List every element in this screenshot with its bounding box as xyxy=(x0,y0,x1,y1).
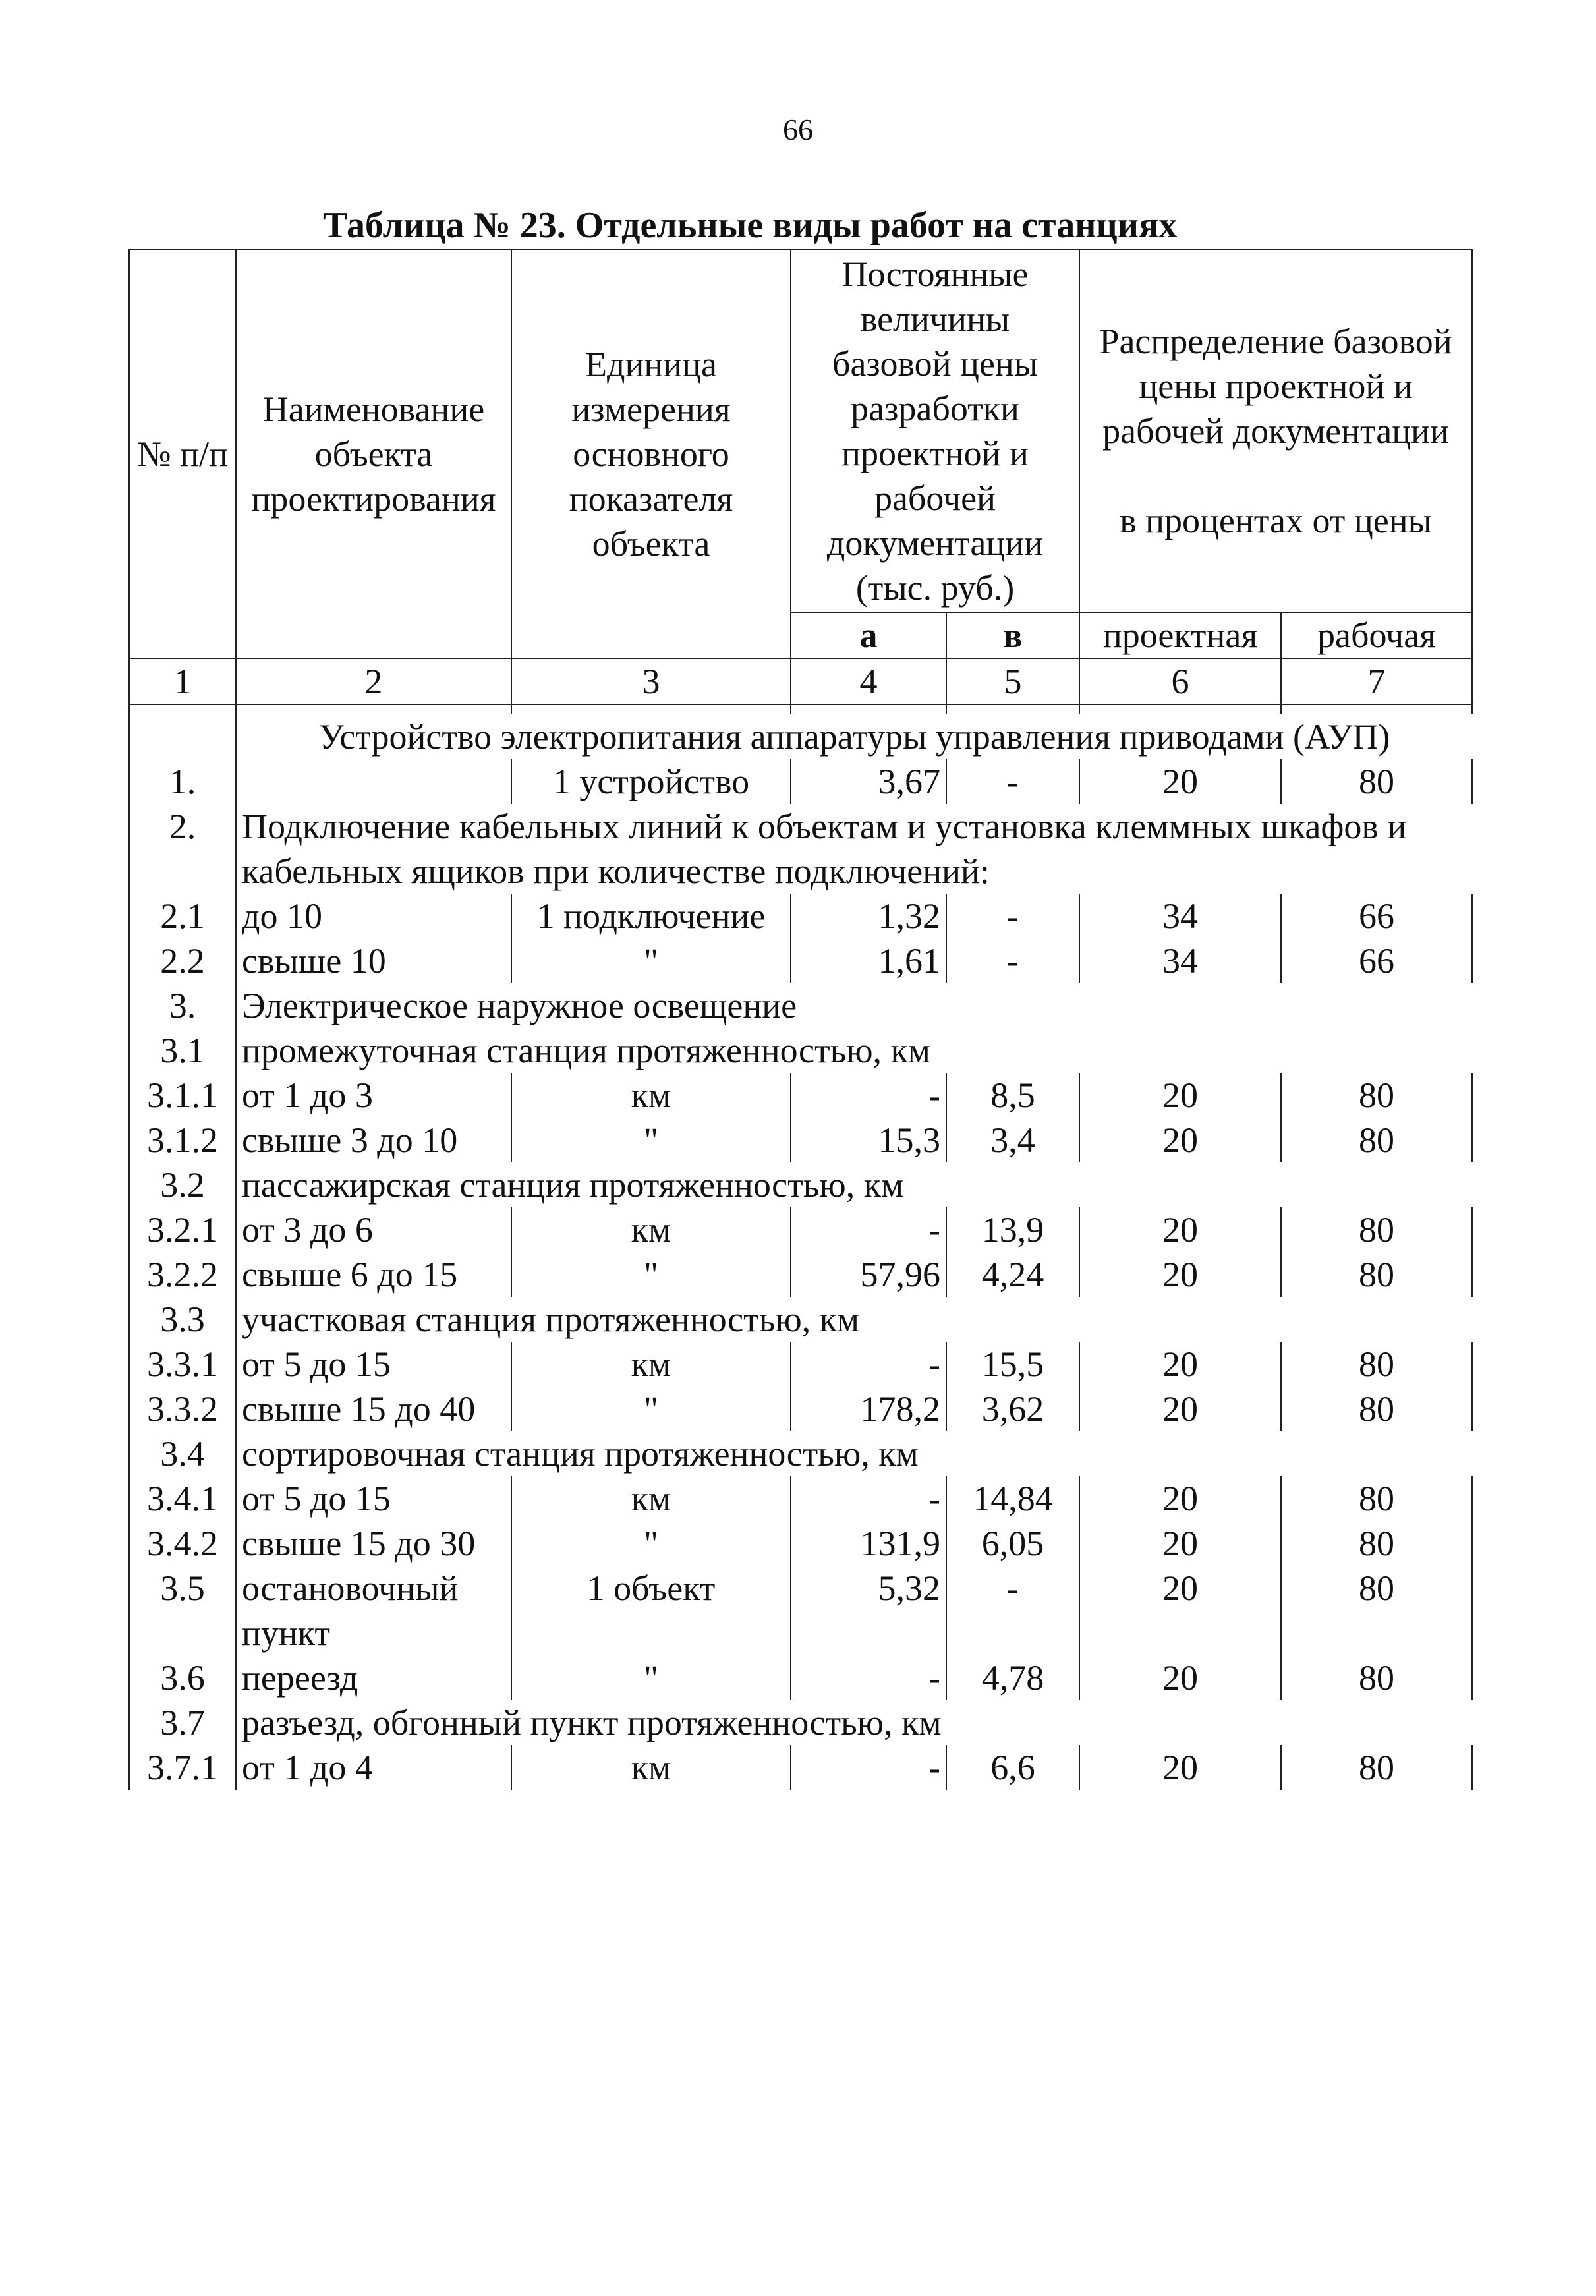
working-percent: 80 xyxy=(1281,1118,1472,1162)
value-b: 6,05 xyxy=(946,1521,1079,1566)
unit-cell: км xyxy=(511,1207,791,1252)
row-number: 3.7 xyxy=(129,1700,236,1745)
table-row xyxy=(129,1476,1472,1521)
value-a: - xyxy=(791,1073,946,1118)
object-name: от 1 до 4 xyxy=(236,1745,511,1790)
header-sub-design: проектная xyxy=(1079,612,1281,658)
row-number: 3.4 xyxy=(129,1431,236,1476)
object-name: свыше 10 xyxy=(236,938,511,983)
working-percent: 80 xyxy=(1281,1252,1472,1297)
design-percent: 20 xyxy=(1079,1566,1281,1655)
object-name: от 5 до 15 xyxy=(236,1476,511,1521)
header-sub-a: а xyxy=(791,612,946,658)
value-b: - xyxy=(946,1566,1079,1655)
row-number: 2.1 xyxy=(129,894,236,938)
header-unit: Единица измерения основного показателя объекта xyxy=(511,250,791,658)
section-title: участковая станция протяженностью, км xyxy=(236,1297,1472,1342)
unit-cell: " xyxy=(511,1252,791,1297)
design-percent: 20 xyxy=(1079,1476,1281,1521)
object-name: свыше 3 до 10 xyxy=(236,1118,511,1162)
column-number: 7 xyxy=(1281,658,1472,704)
row-number: 3.2.2 xyxy=(129,1252,236,1297)
value-b: - xyxy=(946,759,1079,804)
object-name: от 5 до 15 xyxy=(236,1342,511,1387)
value-a: 5,32 xyxy=(791,1566,946,1655)
object-name: свыше 15 до 40 xyxy=(236,1387,511,1431)
table-row xyxy=(129,1073,1472,1118)
section-row xyxy=(129,1028,1472,1073)
section-title: Электрическое наружное освещение xyxy=(236,983,1472,1028)
table-row xyxy=(129,1252,1472,1297)
page-number: 66 xyxy=(783,113,813,146)
header-sub-b: в xyxy=(946,612,1079,658)
design-percent: 20 xyxy=(1079,1073,1281,1118)
value-b: 3,4 xyxy=(946,1118,1079,1162)
column-number: 1 xyxy=(129,658,236,704)
row-number: 3.3.1 xyxy=(129,1342,236,1387)
unit-cell: " xyxy=(511,1521,791,1566)
value-b: - xyxy=(946,938,1079,983)
design-percent: 20 xyxy=(1079,759,1281,804)
working-percent: 80 xyxy=(1281,1655,1472,1700)
value-a: 131,9 xyxy=(791,1521,946,1566)
value-a: 178,2 xyxy=(791,1387,946,1431)
section-row xyxy=(129,1162,1472,1207)
table-row xyxy=(129,894,1472,938)
design-percent: 20 xyxy=(1079,1342,1281,1387)
value-a: - xyxy=(791,1207,946,1252)
section-title: промежуточная станция протяженностью, км xyxy=(236,1028,1472,1073)
section-row xyxy=(129,804,1472,894)
unit-cell: " xyxy=(511,1118,791,1162)
row-number: 2. xyxy=(129,804,236,894)
row-number: 2.2 xyxy=(129,938,236,983)
working-percent: 80 xyxy=(1281,759,1472,804)
value-b: 8,5 xyxy=(946,1073,1079,1118)
table-row xyxy=(129,1207,1472,1252)
column-number: 6 xyxy=(1079,658,1281,704)
object-name: переезд xyxy=(236,1655,511,1700)
value-a: - xyxy=(791,1476,946,1521)
row-number: 3.6 xyxy=(129,1655,236,1700)
column-number: 3 xyxy=(511,658,791,704)
value-a: - xyxy=(791,1342,946,1387)
design-percent: 20 xyxy=(1079,1521,1281,1566)
column-number: 5 xyxy=(946,658,1079,704)
value-a: 1,32 xyxy=(791,894,946,938)
table-row xyxy=(129,1521,1472,1566)
row-number: 3.4.1 xyxy=(129,1476,236,1521)
value-b: 6,6 xyxy=(946,1745,1079,1790)
table-row xyxy=(129,1566,1472,1655)
row-number xyxy=(129,714,236,759)
design-percent: 20 xyxy=(1079,1252,1281,1297)
row-number: 3.7.1 xyxy=(129,1745,236,1790)
column-number: 4 xyxy=(791,658,946,704)
row-number: 1. xyxy=(129,759,236,804)
header-number: № п/п xyxy=(129,250,236,658)
section-row xyxy=(129,1700,1472,1745)
unit-cell: " xyxy=(511,938,791,983)
value-b: 13,9 xyxy=(946,1207,1079,1252)
row-number: 3.2 xyxy=(129,1162,236,1207)
section-row xyxy=(129,714,1472,759)
working-percent: 80 xyxy=(1281,1521,1472,1566)
value-b: - xyxy=(946,894,1079,938)
section-title: сортировочная станция протяженностью, км xyxy=(236,1431,1472,1476)
object-name xyxy=(236,759,511,804)
header-distribution-title: Распределение базовой цены проектной и рабочей документации xyxy=(1099,322,1452,451)
row-number: 3.3 xyxy=(129,1297,236,1342)
working-percent: 80 xyxy=(1281,1207,1472,1252)
unit-cell: 1 подключение xyxy=(511,894,791,938)
working-percent: 80 xyxy=(1281,1342,1472,1387)
unit-cell: км xyxy=(511,1745,791,1790)
working-percent: 66 xyxy=(1281,894,1472,938)
object-name: от 3 до 6 xyxy=(236,1207,511,1252)
value-b: 15,5 xyxy=(946,1342,1079,1387)
table-row xyxy=(129,1745,1472,1790)
unit-cell: км xyxy=(511,1476,791,1521)
design-percent: 20 xyxy=(1079,1207,1281,1252)
section-title: разъезд, обгонный пункт протяженностью, км xyxy=(236,1700,1472,1745)
header-distribution xyxy=(1079,250,1472,612)
table-row xyxy=(129,1342,1472,1387)
row-number: 3. xyxy=(129,983,236,1028)
design-percent: 20 xyxy=(1079,1655,1281,1700)
row-number: 3.1 xyxy=(129,1028,236,1073)
table-row xyxy=(129,759,1472,804)
row-number: 3.1.2 xyxy=(129,1118,236,1162)
value-a: 15,3 xyxy=(791,1118,946,1162)
unit-cell: км xyxy=(511,1073,791,1118)
column-numbers-row xyxy=(129,658,1472,704)
value-a: 1,61 xyxy=(791,938,946,983)
table-row xyxy=(129,1118,1472,1162)
design-percent: 20 xyxy=(1079,1387,1281,1431)
unit-cell: " xyxy=(511,1387,791,1431)
table-row xyxy=(129,1387,1472,1431)
design-percent: 34 xyxy=(1079,894,1281,938)
section-row xyxy=(129,1297,1472,1342)
section-row xyxy=(129,1431,1472,1476)
value-b: 3,62 xyxy=(946,1387,1079,1431)
value-b: 4,78 xyxy=(946,1655,1079,1700)
object-name: остановочный пункт xyxy=(236,1566,511,1655)
unit-cell: " xyxy=(511,1655,791,1700)
table-row xyxy=(129,938,1472,983)
section-row xyxy=(129,983,1472,1028)
value-a: 3,67 xyxy=(791,759,946,804)
section-title: Устройство электропитания аппаратуры управления приводами (АУП) xyxy=(236,714,1472,759)
header-sub-working: рабочая xyxy=(1281,612,1472,658)
header-distribution-percent: в процентах от цены xyxy=(1120,501,1432,540)
header-base-price: Постоянные величины базовой цены разработки проектной и рабочей документации (тыс. руб.) xyxy=(791,250,1079,612)
section-title: пассажирская станция протяженностью, км xyxy=(236,1162,1472,1207)
unit-cell: 1 устройство xyxy=(511,759,791,804)
working-percent: 66 xyxy=(1281,938,1472,983)
design-percent: 34 xyxy=(1079,938,1281,983)
row-number: 3.2.1 xyxy=(129,1207,236,1252)
working-percent: 80 xyxy=(1281,1566,1472,1655)
row-number: 3.1.1 xyxy=(129,1073,236,1118)
object-name: свыше 15 до 30 xyxy=(236,1521,511,1566)
unit-cell: км xyxy=(511,1342,791,1387)
row-number: 3.5 xyxy=(129,1566,236,1655)
unit-cell: 1 объект xyxy=(511,1566,791,1655)
value-a: - xyxy=(791,1655,946,1700)
object-name: до 10 xyxy=(236,894,511,938)
rates-table xyxy=(128,249,1473,1790)
object-name: от 1 до 3 xyxy=(236,1073,511,1118)
row-number: 3.3.2 xyxy=(129,1387,236,1431)
design-percent: 20 xyxy=(1079,1118,1281,1162)
header-object-name: Наименование объекта проектирования xyxy=(236,250,511,658)
section-title: Подключение кабельных линий к объектам и установка клеммных шкафов и кабельных ящиков при количестве подключений: xyxy=(236,804,1472,894)
object-name: свыше 6 до 15 xyxy=(236,1252,511,1297)
value-a: 57,96 xyxy=(791,1252,946,1297)
value-b: 4,24 xyxy=(946,1252,1079,1297)
working-percent: 80 xyxy=(1281,1073,1472,1118)
working-percent: 80 xyxy=(1281,1745,1472,1790)
value-a: - xyxy=(791,1745,946,1790)
row-number: 3.4.2 xyxy=(129,1521,236,1566)
table-row xyxy=(129,1655,1472,1700)
column-number: 2 xyxy=(236,658,511,704)
working-percent: 80 xyxy=(1281,1476,1472,1521)
value-b: 14,84 xyxy=(946,1476,1079,1521)
table-title: Таблица № 23. Отдельные виды работ на станциях xyxy=(323,205,1178,246)
working-percent: 80 xyxy=(1281,1387,1472,1431)
design-percent: 20 xyxy=(1079,1745,1281,1790)
